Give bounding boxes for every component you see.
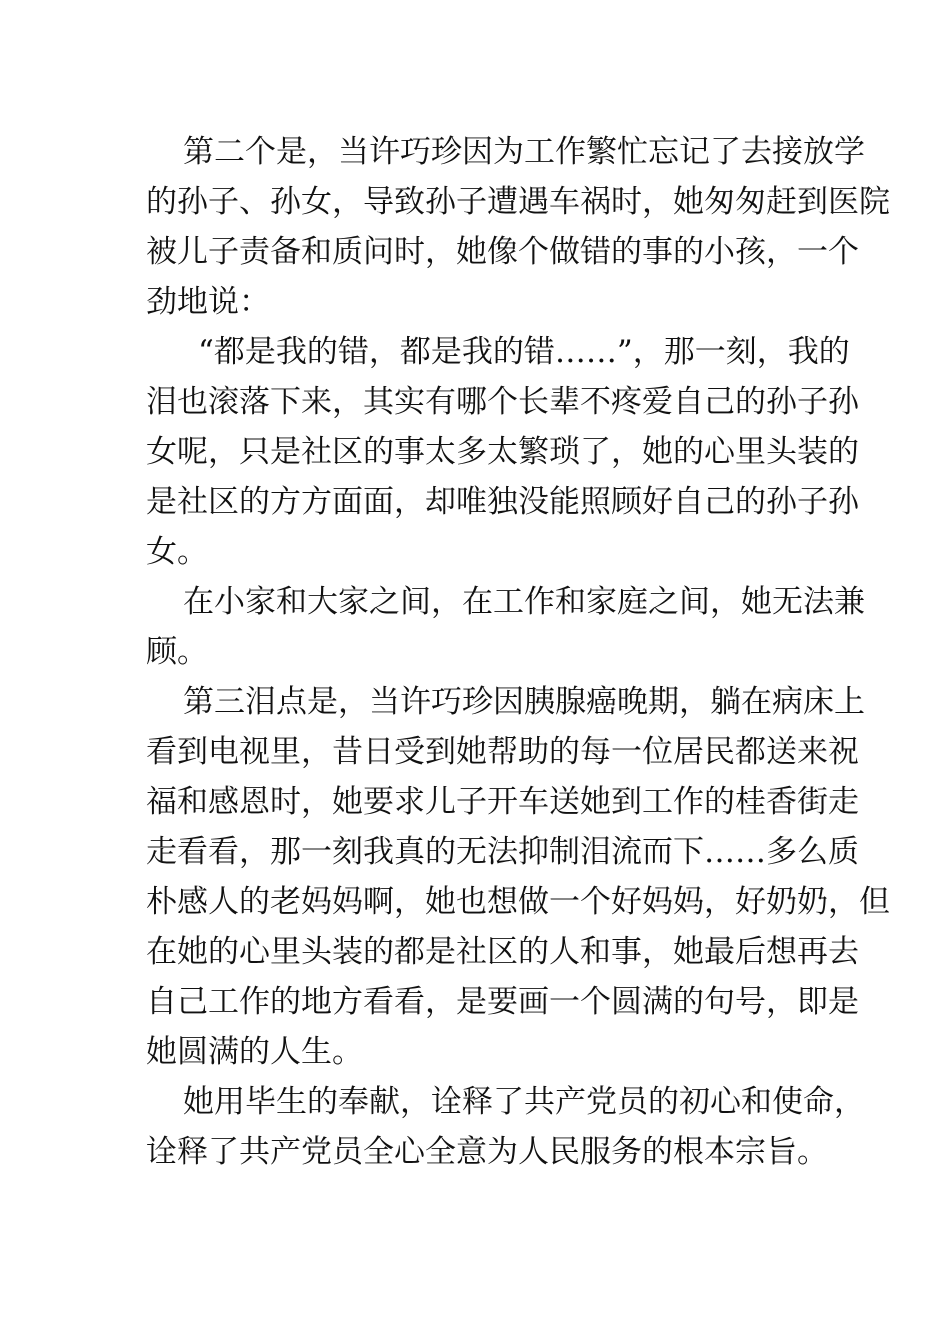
text-line: 顾。 bbox=[146, 634, 208, 670]
paragraph-1 bbox=[146, 127, 890, 327]
text-line: 的孙子、孙女，导致孙子遭遇车祸时，她匆匆赶到医院 bbox=[146, 184, 890, 220]
text-line: 走看看，那一刻我真的无法抑制泪流而下……多么质 bbox=[146, 834, 859, 870]
text-line: 自己工作的地方看看，是要画一个圆满的句号，即是 bbox=[146, 984, 859, 1020]
text-line: 女。 bbox=[146, 534, 208, 570]
text-line: 诠释了共产党员全心全意为人民服务的根本宗旨。 bbox=[146, 1134, 828, 1170]
text-line: 福和感恩时，她要求儿子开车送她到工作的桂香街走 bbox=[146, 784, 859, 820]
paragraph-5 bbox=[146, 1077, 865, 1177]
text-line: 在她的心里头装的都是社区的人和事，她最后想再去 bbox=[146, 934, 859, 970]
text-line: 被儿子责备和质问时，她像个做错的事的小孩，一个 bbox=[146, 234, 859, 270]
text-line: 是社区的方方面面，却唯独没能照顾好自己的孙子孙 bbox=[146, 484, 859, 520]
text-line: 朴感人的老妈妈啊，她也想做一个好妈妈，好奶奶，但 bbox=[146, 884, 890, 920]
text-line: 女呢，只是社区的事太多太繁琐了，她的心里头装的 bbox=[146, 434, 859, 470]
text-line: 第二个是，当许巧珍因为工作繁忙忘记了去接放学 bbox=[183, 134, 865, 170]
text-line: 第三泪点是，当许巧珍因胰腺癌晚期，躺在病床上 bbox=[183, 684, 865, 720]
text-line: 她用毕生的奉献，诠释了共产党员的初心和使命， bbox=[183, 1084, 865, 1120]
text-line: 劲地说： bbox=[146, 284, 270, 320]
text-line: 在小家和大家之间，在工作和家庭之间，她无法兼 bbox=[183, 584, 865, 620]
text-line: “都是我的错，都是我的错……”，那一刻，我的 bbox=[198, 334, 850, 370]
document-body bbox=[146, 127, 890, 1177]
text-line: 泪也滚落下来，其实有哪个长辈不疼爱自己的孙子孙 bbox=[146, 384, 859, 420]
paragraph-2 bbox=[146, 327, 859, 577]
paragraph-3 bbox=[146, 577, 865, 677]
text-line: 看到电视里，昔日受到她帮助的每一位居民都送来祝 bbox=[146, 734, 859, 770]
text-line: 她圆满的人生。 bbox=[146, 1034, 363, 1070]
paragraph-4 bbox=[146, 677, 890, 1077]
